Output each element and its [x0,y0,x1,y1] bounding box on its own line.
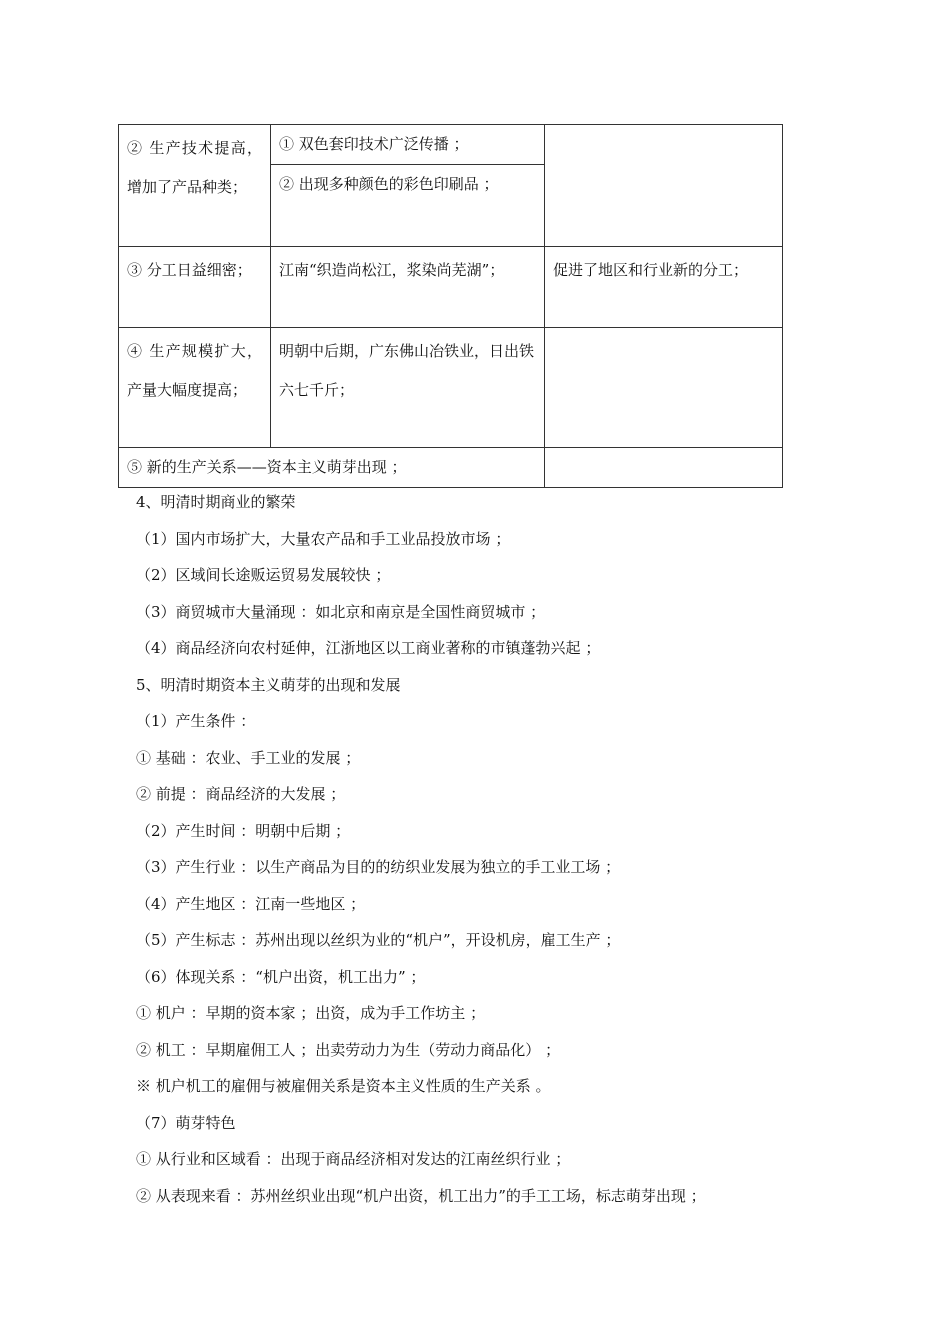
text-line: ② 机工 ：早期雇佣工人 ；出卖劳动力为生（劳动力商品化） ； [136,1040,561,1059]
text-line: （4）产生地区 ：江南一些地区 ； [136,894,366,913]
text-line: ② 从表现来看 ：苏州丝织业出现“机户出资，机工出力”的手工工场，标志萌芽出现 ； [136,1186,706,1205]
text-line: 4、明清时期商业的繁荣 [136,493,296,511]
body-text [136,484,816,1214]
text-line: （6）体现关系 ：“机户出资，机工出力” ； [136,967,426,986]
text-line: 5、明清时期资本主义萌芽的出现和发展 [136,675,401,694]
table-row [119,125,783,247]
text-line: （7）萌芽特色 [136,1113,236,1132]
table-row [119,328,783,448]
text-line: ① 从行业和区域看 ：出现于商品经济相对发达的江南丝织行业 ； [136,1150,571,1168]
table-cell [271,125,545,247]
table-cell: ⑤ 新的生产关系——资本主义萌芽出现 ； [119,448,545,488]
table-cell: ④ 生产规模扩大，产量大幅度提高； [119,328,271,448]
text-line: （2）区域间长途贩运贸易发展较快 ； [136,566,391,584]
table-cell: 江南“织造尚松江，浆染尚芜湖”； [271,247,545,328]
table-cell [545,125,783,247]
text-line: （4）商品经济向农村延伸，江浙地区以工商业著称的市镇蓬勃兴起 ； [136,639,601,657]
text-line: ① 机户 ：早期的资本家 ；出资，成为手工作坊主 ； [136,1004,486,1022]
text-line: （3）商贸城市大量涌现 ：如北京和南京是全国性商贸城市 ； [136,602,546,621]
production-table [118,124,783,488]
text-line: （2）产生时间 ：明朝中后期 ； [136,821,351,840]
text-line: ② 前提 ：商品经济的大发展 ； [136,785,346,803]
table-cell: ② 生产技术提高，增加了产品种类； [119,125,271,247]
text-line: ※ 机户机工的雇佣与被雇佣关系是资本主义性质的生产关系 。 [136,1077,551,1095]
text-line: （1）国内市场扩大，大量农产品和手工业品投放市场 ； [136,529,511,548]
text-line: （5）产生标志 ：苏州出现以丝织为业的“机户”，开设机房，雇工生产 ； [136,931,621,949]
table-row [119,448,783,488]
table-cell: 明朝中后期，广东佛山冶铁业，日出铁六七千斤； [271,328,545,448]
table-row [119,247,783,328]
text-line: （1）产生条件 ： [136,712,256,730]
table-cell: ③ 分工日益细密； [119,247,271,328]
table-subcell: ① 双色套印技术广泛传播 ； [279,135,469,153]
table-cell: 促进了地区和行业新的分工； [545,247,783,328]
table-cell [545,448,783,488]
text-line: （3）产生行业 ：以生产商品为目的的纺织业发展为独立的手工业工场 ； [136,858,621,876]
text-line: ① 基础 ：农业、手工业的发展 ； [136,748,361,767]
table-cell [545,328,783,448]
table-subcell: ② 出现多种颜色的彩色印刷品 ； [271,164,544,204]
